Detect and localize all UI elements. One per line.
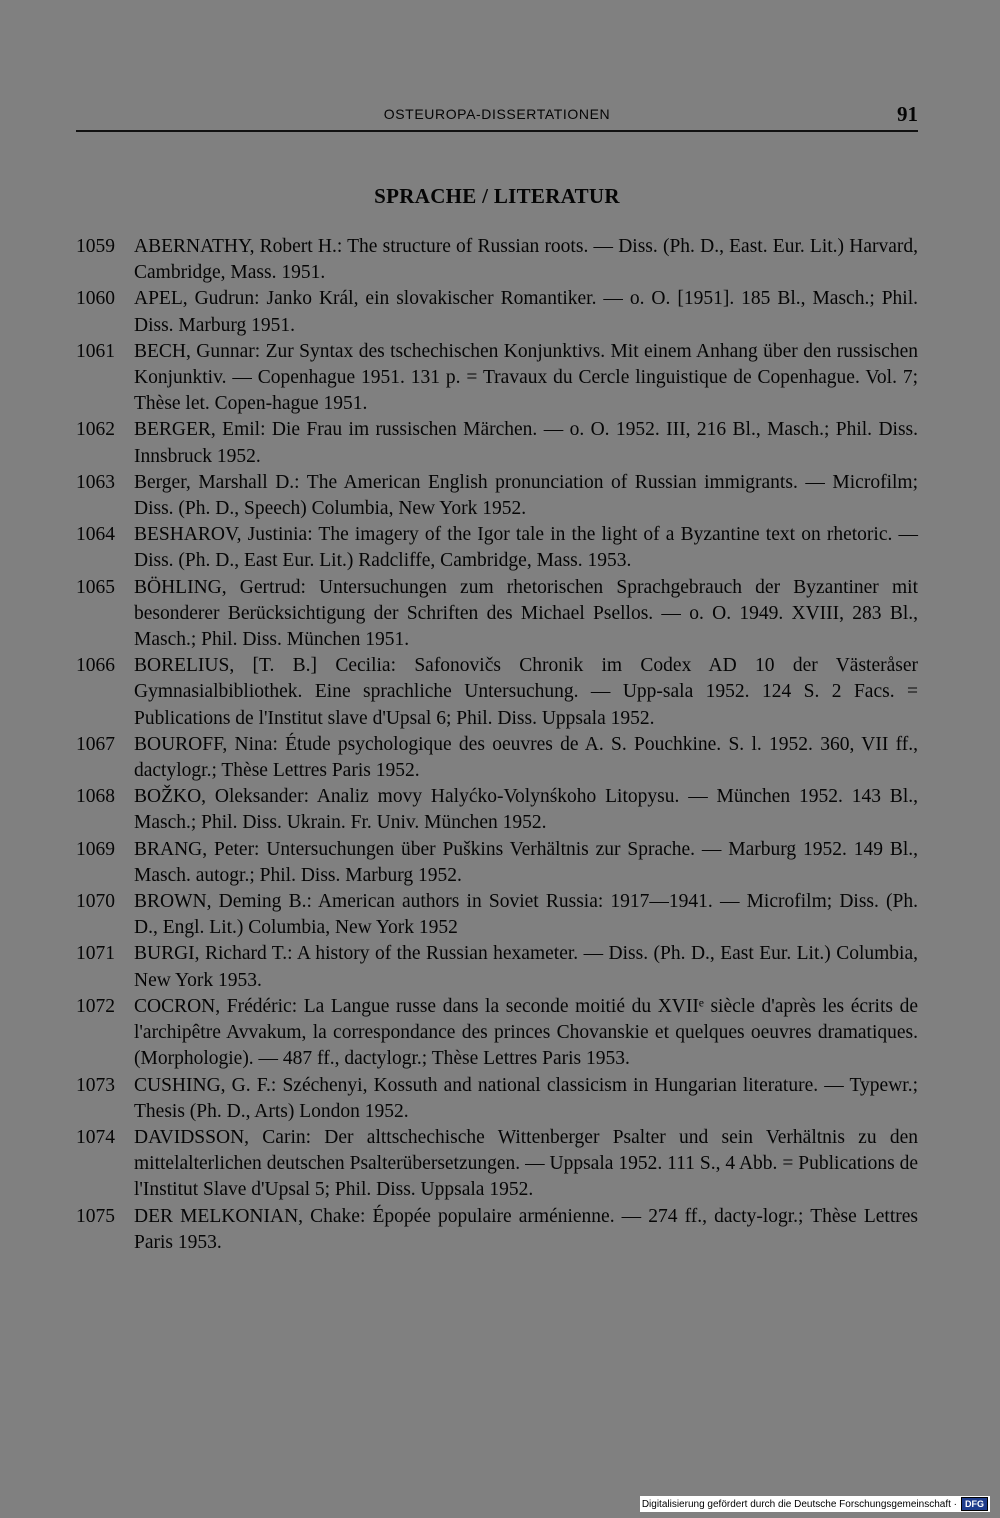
entry-text: BERGER, Emil: Die Frau im russischen Märchen. — o. O. 1952. III, 216 Bl., Masch.; Phil. Diss. Innsbruck 1952. xyxy=(134,419,918,467)
bibliography-entry xyxy=(76,653,918,732)
entry-number: 1070 xyxy=(76,891,115,913)
entry-text: APEL, Gudrun: Janko Král, ein slovakischer Romantiker. — o. O. [1951]. 185 Bl., Masch.; Phil. Diss. Marburg 1951. xyxy=(134,288,918,336)
entry-text: DER MELKONIAN, Chake: Épopée populaire arménienne. — 274 ff., dacty-logr.; Thèse Lettres Paris 1953. xyxy=(134,1205,918,1253)
entry-number: 1073 xyxy=(76,1074,115,1096)
bibliography-entry xyxy=(76,575,918,654)
entry-text: BOŽKO, Oleksander: Analiz movy Halyćko-Volynśkoho Litopysu. — München 1952. 143 Bl., Masch.; Phil. Diss. Ukrain. Fr. Univ. München 1952. xyxy=(134,786,918,834)
entry-number: 1061 xyxy=(76,340,115,362)
entry-number: 1060 xyxy=(76,288,115,310)
bibliography-entry xyxy=(76,286,918,338)
bibliography-entry xyxy=(76,1204,918,1256)
entry-number: 1062 xyxy=(76,419,115,441)
bibliography-entry xyxy=(76,784,918,836)
entry-text: ABERNATHY, Robert H.: The structure of Russian roots. — Diss. (Ph. D., East. Eur. Lit.) Harvard, Cambridge, Mass. 1951. xyxy=(134,236,918,284)
entry-number: 1074 xyxy=(76,1126,115,1148)
bibliography-entry xyxy=(76,994,918,1073)
page-number: 91 xyxy=(897,102,918,126)
bibliography-entry xyxy=(76,339,918,418)
entry-text: BESHAROV, Justinia: The imagery of the Igor tale in the light of a Byzantine text on rhetoric. — Diss. (Ph. D., East Eur. Lit.) Radcliffe, Cambridge, Mass. 1953. xyxy=(134,524,918,572)
entry-text: Berger, Marshall D.: The American English pronunciation of Russian immigrants. — Microfilm; Diss. (Ph. D., Speech) Columbia, New York 1952. xyxy=(134,471,918,520)
entry-number: 1063 xyxy=(76,471,115,493)
bibliography-entry xyxy=(76,1125,918,1204)
bibliography-entry xyxy=(76,889,918,941)
entry-text: COCRON, Frédéric: La Langue russe dans la seconde moitié du XVIIᵉ siècle d'après les écrits de l'archipêtre Avvakum, la correspondance des princes Chovanskie et quelques oeuvres dramatiques. (Morphologie). — 487 ff., dactylogr.; Thèse Lettres Paris 1953. xyxy=(134,995,918,1070)
entry-text: BORELIUS, [T. B.] Cecilia: Safonovičs Chronik im Codex AD 10 der Västeråser Gymnasialbibliothek. Eine sprachliche Untersuchung. — Upp-sala 1952. 124 S. 2 Facs. = Publications de l'Institut slave d'Upsal 6; Phil. Diss. Uppsala 1952. xyxy=(134,655,918,729)
entry-text: BROWN, Deming B.: American authors in Soviet Russia: 1917—1941. — Microfilm; Diss. (Ph. D., Engl. Lit.) Columbia, New York 1952 xyxy=(134,891,918,939)
entry-number: 1071 xyxy=(76,943,115,965)
entry-text: BURGI, Richard T.: A history of the Russian hexameter. — Diss. (Ph. D., East Eur. Lit.) Columbia, New York 1953. xyxy=(134,943,918,991)
running-head xyxy=(76,104,918,132)
bibliography-entry xyxy=(76,837,918,889)
entry-number: 1068 xyxy=(76,786,115,808)
bibliography-list xyxy=(76,234,918,1256)
dfg-logo: DFG xyxy=(961,1497,988,1511)
bibliography-entry xyxy=(76,522,918,574)
entry-number: 1075 xyxy=(76,1205,115,1227)
entry-number: 1072 xyxy=(76,995,115,1017)
entry-number: 1067 xyxy=(76,733,115,755)
entry-number: 1065 xyxy=(76,576,115,598)
entry-number: 1069 xyxy=(76,838,115,860)
entry-text: BOUROFF, Nina: Étude psychologique des oeuvres de A. S. Pouchkine. S. l. 1952. 360, VII ff., dactylogr.; Thèse Lettres Paris 1952. xyxy=(134,733,918,782)
entry-number: 1059 xyxy=(76,236,115,257)
credit-text: Digitalisierung gefördert durch die Deutsche Forschungsgemeinschaft · xyxy=(641,1498,957,1510)
section-title: SPRACHE / LITERATUR xyxy=(374,184,620,208)
running-title: OSTEUROPA-DISSERTATIONEN xyxy=(383,106,611,122)
entry-text: BECH, Gunnar: Zur Syntax des tschechischen Konjunktivs. Mit einem Anhang über den russischen Konjunktiv. — Copenhague 1951. 131 p. = Travaux du Cercle linguistique de Copenhague. Vol. 7; Thèse let. Copen-hague 1951. xyxy=(134,340,918,415)
bibliography-entry xyxy=(76,1073,918,1125)
digitization-credit xyxy=(640,1496,990,1512)
bibliography-entry xyxy=(76,732,918,784)
entry-text: BRANG, Peter: Untersuchungen über Puškins Verhältnis zur Sprache. — Marburg 1952. 149 Bl., Masch. autogr.; Phil. Diss. Marburg 1952. xyxy=(134,838,918,886)
bibliography-entry xyxy=(76,941,918,993)
entry-number: 1064 xyxy=(76,524,115,546)
entry-number: 1066 xyxy=(76,655,115,677)
bibliography-entry xyxy=(76,417,918,469)
entry-text: DAVIDSSON, Carin: Der alttschechische Wittenberger Psalter und sein Verhältnis zu den mittelalterlichen deutschen Psalterübersetzungen. — Uppsala 1952. 111 S., 4 Abb. = Publications de l'Institut Slave d'Upsal 5; Phil. Diss. Uppsala 1952. xyxy=(134,1126,918,1201)
entry-text: BÖHLING, Gertrud: Untersuchungen zum rhetorischen Sprachgebrauch der Byzantiner mit besonderer Berücksichtigung der Schriften des Michael Psellos. — o. O. 1949. XVIII, 283 Bl., Masch.; Phil. Diss. München 1951. xyxy=(134,576,918,651)
bibliography-entry xyxy=(76,470,918,522)
entry-text: CUSHING, G. F.: Széchenyi, Kossuth and national classicism in Hungarian literature. — Typewr.; Thesis (Ph. D., Arts) London 1952. xyxy=(134,1074,918,1122)
bibliography-entry xyxy=(76,234,918,286)
